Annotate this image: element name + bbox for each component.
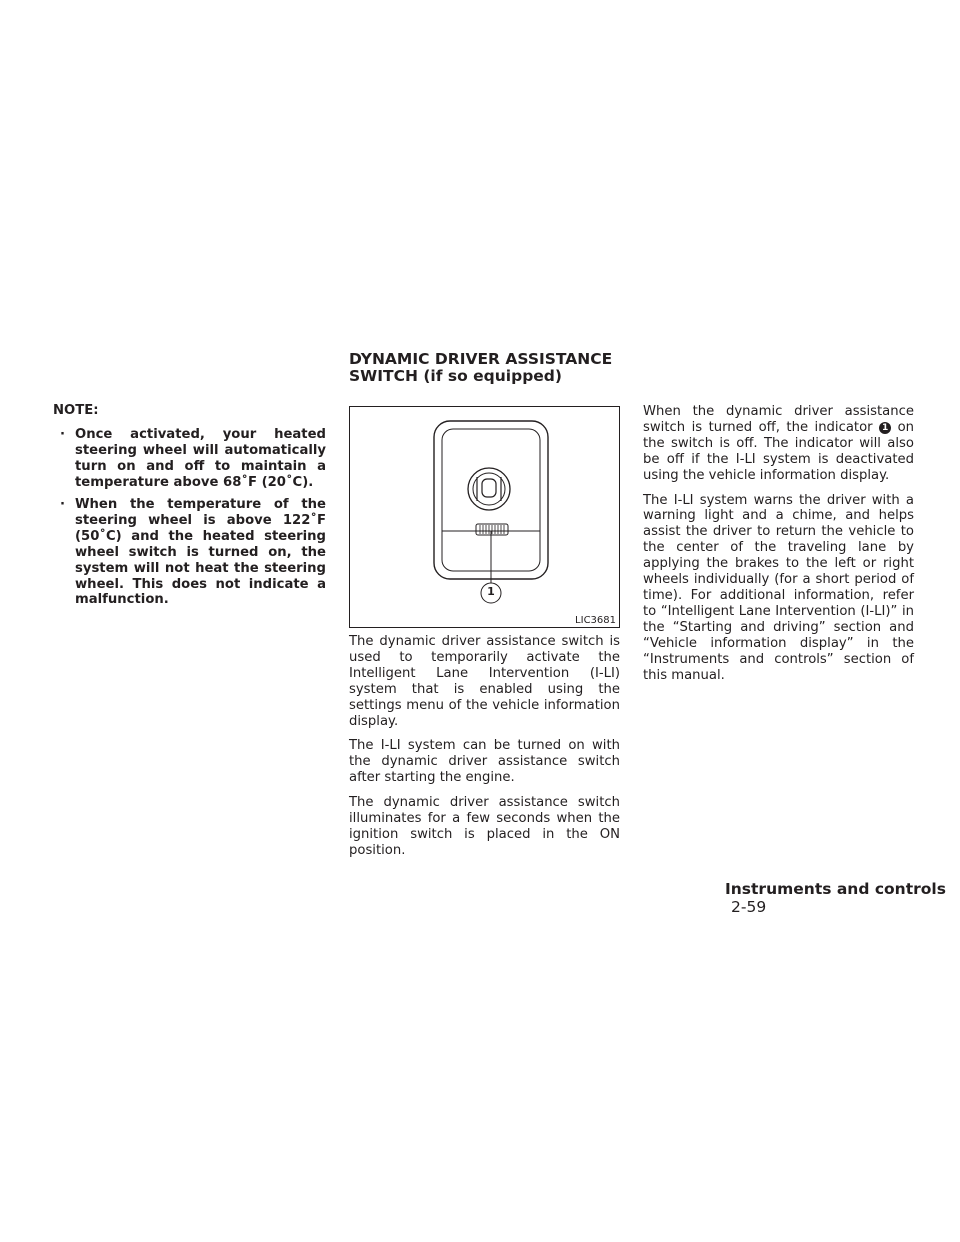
section-title-line1: DYNAMIC DRIVER ASSISTANCE [349, 350, 613, 368]
note-bullet-text: Once activated, your heated steering wheel will automatically turn on and off to maintain a temperature above 68˚F (20˚C). [75, 427, 326, 490]
note-bullet [60, 497, 326, 608]
middle-column [349, 634, 620, 868]
paragraph: The dynamic driver assistance switch is used to temporarily activate the Intelligent Lane Intervention (I-LI) system that is enabled using the settings menu of the vehicle information display. [349, 634, 620, 729]
paragraph-text: When the dynamic driver assistance switch is turned off, the indicator [643, 404, 914, 435]
switch-illustration [349, 406, 620, 628]
page-footer [725, 880, 960, 916]
figure-callout: 1 [487, 585, 495, 598]
paragraph: The I-LI system can be turned on with the dynamic driver assistance switch after starting the engine. [349, 738, 620, 786]
footer-section-name: Instruments and controls [725, 880, 946, 898]
paragraph-text: on the switch is off. The indicator will also be off if the I-LI system is deactivated using the vehicle information display. [643, 419, 914, 483]
bullet-dot: · [60, 427, 66, 442]
figure-code: LIC3681 [575, 615, 616, 626]
right-column [643, 404, 914, 692]
section-title [349, 351, 612, 385]
paragraph: The dynamic driver assistance switch illuminates for a few seconds when the ignition switch is placed in the ON position. [349, 795, 620, 858]
section-title-line2: SWITCH (if so equipped) [349, 367, 562, 385]
bullet-dot: · [60, 497, 66, 512]
note-bullet-text: When the temperature of the steering wheel is above 122˚F (50˚C) and the heated steering wheel switch is turned on, the system will not heat the steering wheel. This does not indicate a malfunction. [75, 497, 326, 608]
paragraph: The I-LI system warns the driver with a warning light and a chime, and helps assist the driver to return the vehicle to the center of the traveling lane by applying the brakes to the left or right wheels individually (for a short period of time). For additional information, refer to “Intelligent Lane Intervention (I-LI)” in the “Starting and driving” section and “Vehicle information display” in the “Instruments and controls” section of this manual. [643, 492, 914, 683]
page-number: 2-59 [731, 898, 767, 916]
note-bullet [60, 427, 326, 491]
note-heading: NOTE: [53, 403, 99, 418]
callout-marker: 1 [879, 422, 891, 434]
paragraph [643, 404, 914, 484]
